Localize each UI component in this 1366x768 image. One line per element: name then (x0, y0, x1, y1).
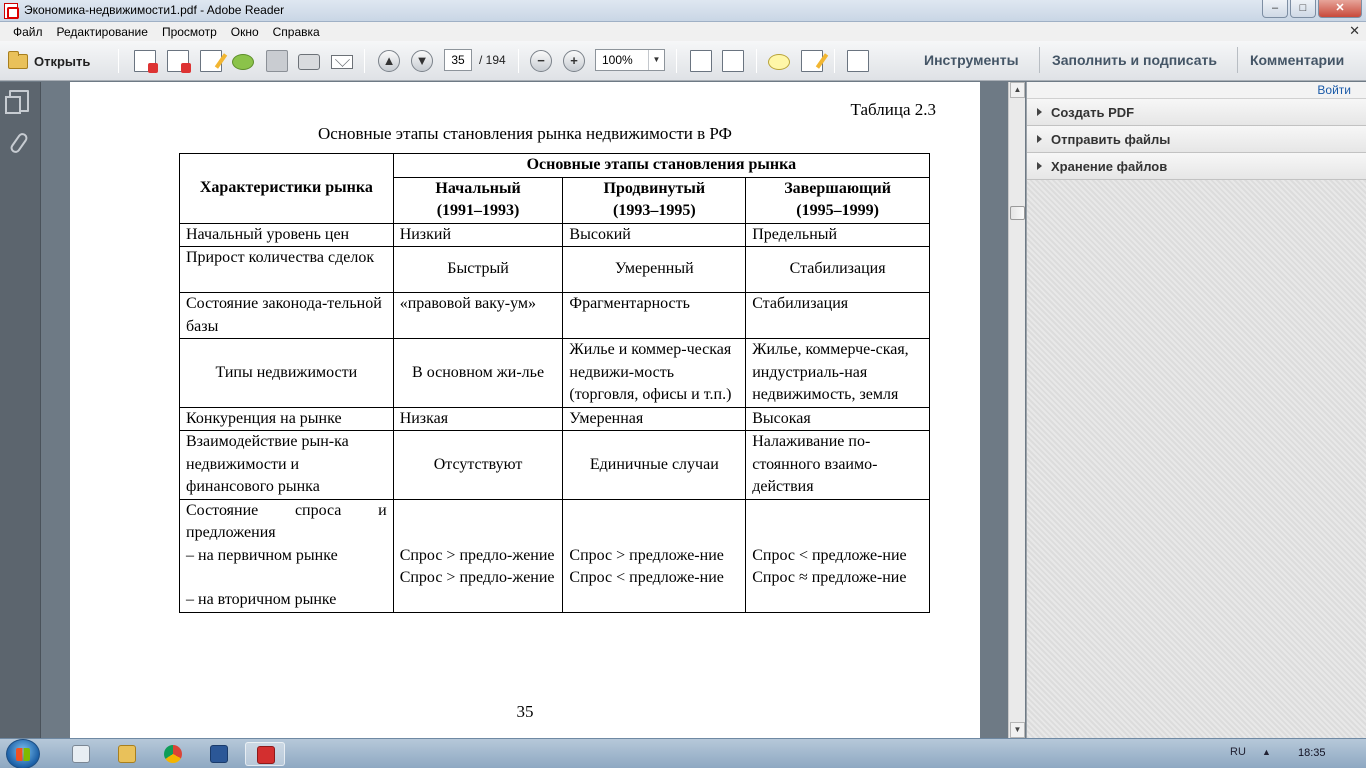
table-cell: Начальный уровень цен (180, 223, 394, 247)
toolbar-separator (518, 49, 519, 73)
zoom-out-button[interactable]: − (530, 50, 552, 72)
read-mode-icon[interactable] (847, 50, 869, 72)
supply-demand-cell (746, 499, 930, 612)
table-cell: Отсутствуют (393, 431, 563, 500)
supply-demand-cell (563, 499, 746, 612)
send-files-section[interactable] (1027, 126, 1366, 153)
spacer (400, 500, 557, 545)
supply-demand-title: Состояние спроса и предложения (186, 501, 387, 541)
save-icon[interactable] (266, 50, 288, 72)
table-cell: Спрос > предло-жение (399, 569, 555, 586)
table-cell: Спрос > предло-жение (399, 546, 555, 564)
table-cell: Спрос > предложе-ние (569, 546, 724, 564)
stage3-name: Завершающий (784, 179, 891, 197)
table-cell: Типы недвижимости (180, 339, 394, 408)
table-cell: Жилье и коммер-ческая недвижи-мость (торговля, офисы и т.п.) (563, 339, 746, 408)
secondary-market-label: – на вторичном рынке (186, 591, 337, 608)
document-view[interactable] (42, 82, 1008, 738)
create-pdf-icon[interactable] (134, 50, 156, 72)
menu-window[interactable]: Окно (230, 24, 259, 39)
adobe-reader-icon (257, 746, 275, 764)
calculator-taskbar-icon[interactable] (61, 742, 101, 766)
export-pdf-icon[interactable] (167, 50, 189, 72)
zoom-value: 100% (602, 53, 633, 67)
table-row (180, 293, 930, 339)
adobe-reader-icon (4, 3, 18, 19)
table-cell: Низкая (393, 407, 563, 431)
store-files-section[interactable] (1027, 153, 1366, 180)
next-page-button[interactable]: ▼ (411, 50, 433, 72)
start-button[interactable] (6, 739, 40, 768)
table-cell: Спрос < предложе-ние (752, 546, 907, 564)
spacer (186, 567, 387, 589)
scroll-up-button[interactable]: ▲ (1010, 82, 1025, 98)
open-label: Открыть (34, 53, 91, 69)
stage3-years: (1995–1999) (796, 202, 879, 219)
scrollbar-thumb[interactable] (1010, 206, 1025, 220)
menu-bar (0, 22, 1366, 41)
page-number: 35 (516, 702, 534, 721)
sign-in-link[interactable]: Войти (1317, 83, 1351, 97)
table-cell: Предельный (746, 223, 930, 247)
menu-file[interactable]: Файл (13, 24, 43, 39)
table-cell: Состояние законода-тельной базы (180, 293, 394, 339)
navigation-pane (0, 82, 41, 738)
chevron-down-icon[interactable]: ▼ (648, 50, 664, 70)
create-pdf-section[interactable] (1027, 99, 1366, 126)
table-cell: Конкуренция на рынке (180, 407, 394, 431)
panel-header (1027, 82, 1366, 99)
tools-panel (1026, 82, 1366, 738)
header-stage2 (563, 177, 746, 223)
scroll-down-button[interactable]: ▼ (1010, 722, 1025, 738)
create-pdf-label: Создать PDF (1051, 105, 1135, 120)
page-number-input[interactable]: 35 (444, 49, 472, 71)
stage1-name: Начальный (435, 179, 521, 197)
previous-page-button[interactable]: ▲ (378, 50, 400, 72)
chrome-taskbar-icon[interactable] (153, 742, 193, 766)
toolbar-separator (1039, 47, 1040, 73)
highlight-text-icon[interactable] (801, 50, 823, 72)
table-cell: Быстрый (393, 247, 563, 293)
word-icon (210, 745, 228, 763)
comments-tab[interactable]: Комментарии (1250, 52, 1345, 68)
close-document-icon[interactable]: ✕ (1349, 23, 1360, 38)
email-icon[interactable] (331, 55, 353, 69)
toolbar-separator (364, 49, 365, 73)
table-cell: Высокая (746, 407, 930, 431)
expand-arrow-icon (1037, 162, 1042, 170)
minimize-button[interactable]: – (1262, 0, 1288, 18)
fit-width-icon[interactable] (722, 50, 744, 72)
window-controls (1262, 0, 1362, 18)
tools-tab[interactable]: Инструменты (924, 52, 1019, 68)
table-row (180, 223, 930, 247)
upload-cloud-icon[interactable] (232, 54, 254, 70)
table-number: Таблица 2.3 (850, 100, 936, 119)
spacer (752, 500, 923, 545)
fill-sign-tab[interactable]: Заполнить и подписать (1052, 52, 1217, 68)
word-taskbar-icon[interactable] (199, 742, 239, 766)
menu-edit[interactable]: Редактирование (56, 24, 148, 39)
stage2-name: Продвинутый (603, 179, 706, 197)
title-bar (0, 0, 1366, 22)
table-cell: Взаимодействие рын-ка недвижимости и финансового рынка (180, 431, 394, 500)
menu-view[interactable]: Просмотр (161, 24, 217, 39)
table-cell: Жилье, коммерче-ская, индустриаль-ная недвижимость, земля (746, 339, 930, 408)
zoom-select[interactable] (595, 49, 665, 71)
fit-page-icon[interactable] (690, 50, 712, 72)
folder-icon (118, 745, 136, 763)
show-hidden-icons-icon[interactable]: ▲ (1262, 747, 1271, 757)
chrome-icon (164, 745, 182, 763)
table-cell: Умеренный (563, 247, 746, 293)
language-indicator[interactable]: RU (1230, 746, 1246, 758)
maximize-button[interactable]: □ (1290, 0, 1316, 18)
adobe-reader-taskbar-icon[interactable] (245, 742, 285, 766)
stage1-years: (1991–1993) (436, 202, 520, 219)
send-files-label: Отправить файлы (1051, 132, 1171, 147)
sign-document-icon[interactable] (200, 50, 222, 72)
table-row (180, 247, 930, 293)
header-stages-group: Основные этапы становления рынка (393, 154, 929, 178)
table-cell: Единичные случаи (563, 431, 746, 500)
table-cell: Спрос ≈ предложе-ние (752, 569, 907, 586)
header-stage1 (393, 177, 563, 223)
table-cell: Умеренная (563, 407, 746, 431)
table-cell: Прирост количества сделок (180, 247, 394, 293)
table-cell: Фрагментарность (563, 293, 746, 339)
open-button[interactable] (8, 49, 108, 73)
supply-demand-cell (393, 499, 563, 612)
table-cell: Стабилизация (746, 247, 930, 293)
expand-arrow-icon (1037, 108, 1042, 116)
expand-arrow-icon (1037, 135, 1042, 143)
explorer-taskbar-icon[interactable] (107, 742, 147, 766)
close-button[interactable]: ✕ (1318, 0, 1362, 18)
window-title: Экономика-недвижимости1.pdf - Adobe Reader (24, 3, 285, 17)
store-files-label: Хранение файлов (1051, 159, 1168, 174)
table-cell: Налаживание по-стоянного взаимо-действия (746, 431, 930, 500)
clock[interactable]: 18:35 (1298, 747, 1326, 759)
stage2-years: (1993–1995) (612, 202, 696, 219)
table-header-row (180, 154, 930, 178)
toolbar-separator (834, 49, 835, 73)
table-row (180, 407, 930, 431)
header-characteristic: Характеристики рынка (180, 154, 394, 224)
comment-icon[interactable] (768, 54, 790, 70)
primary-market-label: – на первичном рынке (186, 546, 338, 564)
toolbar-separator (756, 49, 757, 73)
folder-icon (8, 54, 28, 69)
table-cell: Спрос < предложе-ние (569, 569, 724, 586)
page-thumbnails-icon[interactable] (9, 90, 29, 112)
printer-icon[interactable] (298, 54, 320, 70)
taskbar (0, 738, 1366, 768)
page-total: / 194 (479, 53, 506, 67)
stages-table (179, 153, 930, 613)
table-row (180, 499, 930, 612)
table-row (180, 431, 930, 500)
table-cell: Высокий (563, 223, 746, 247)
table-row (180, 339, 930, 408)
supply-demand-cell (180, 499, 394, 612)
table-cell: Стабилизация (746, 293, 930, 339)
table-cell: В основном жи-лье (393, 339, 563, 408)
toolbar-separator (676, 49, 677, 73)
paperclip-icon[interactable] (9, 131, 30, 155)
table-cell: Низкий (393, 223, 563, 247)
zoom-in-button[interactable]: + (563, 50, 585, 72)
vertical-scrollbar[interactable] (1008, 82, 1025, 738)
calculator-icon (72, 745, 90, 763)
header-stage3 (746, 177, 930, 223)
toolbar-separator (1237, 47, 1238, 73)
toolbar-separator (118, 49, 119, 73)
spacer (569, 500, 739, 545)
pdf-page (70, 82, 980, 738)
table-title: Основные этапы становления рынка недвижимости в РФ (318, 124, 732, 143)
menu-help[interactable]: Справка (272, 24, 320, 39)
table-cell: «правовой ваку-ум» (393, 293, 563, 339)
